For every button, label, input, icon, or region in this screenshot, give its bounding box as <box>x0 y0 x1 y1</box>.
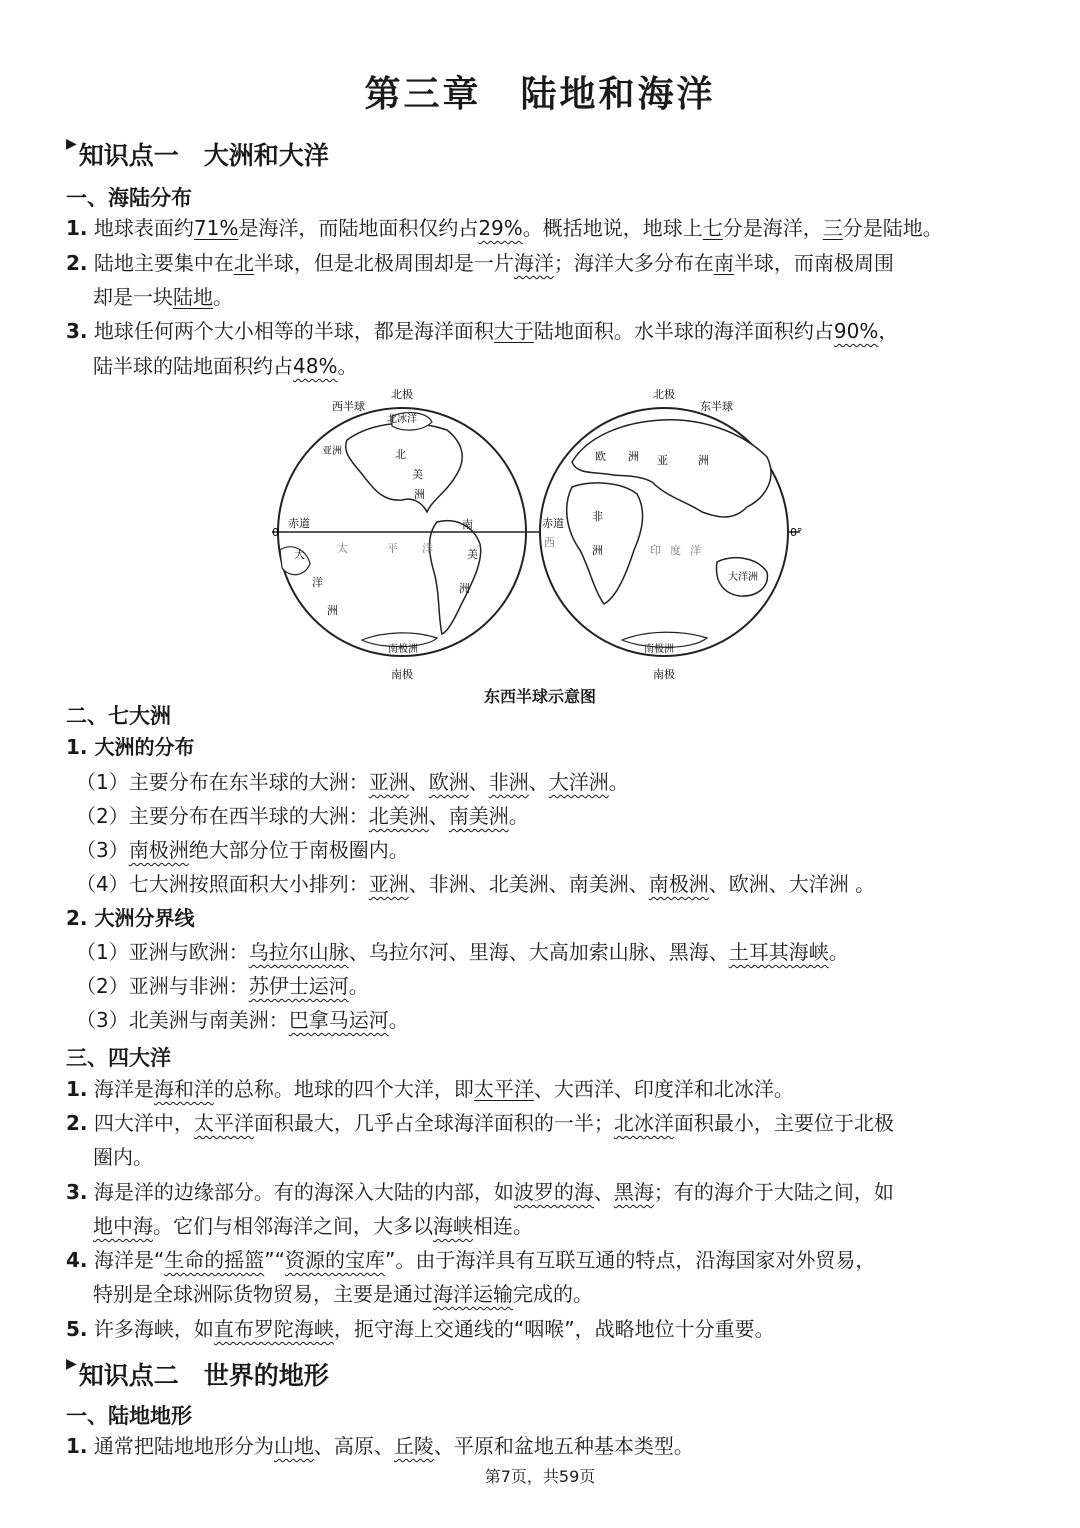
oceania-label-3-west: 洲 <box>327 604 338 617</box>
west-hemisphere-label: 西半球 <box>332 400 365 413</box>
page-number-footer: 第7页，共59页 <box>484 1467 596 1486</box>
section-heading-oceans: 三、四大洋 <box>66 1046 171 1070</box>
indian-ocean-label-1: 印 <box>650 544 661 557</box>
antarctica-label-west: 南极洲 <box>388 644 418 655</box>
paragraph-3-4-cont: 特别是全球洲际货物贸易，主要是通过海洋运输完成的。 <box>93 1282 593 1306</box>
paragraph-4-1: 1. 通常把陆地地形分为山地、高原、丘陵、平原和盆地五种基本类型。 <box>66 1434 694 1458</box>
page-title: 第三章 陆地和海洋 <box>364 74 716 115</box>
paragraph-2-1-1: （1）主要分布在东半球的大洲：亚洲、欧洲、非洲、大洋洲。 <box>76 770 629 794</box>
africa-label-1: 非 <box>592 510 603 523</box>
south-america-label-2: 美 <box>467 548 478 561</box>
paragraph-3-3-cont: 地中海。它们与相邻海洋之间，大多以海峡相连。 <box>93 1214 533 1238</box>
antarctica-label-east: 南极洲 <box>644 644 674 655</box>
paragraph-2-2-2: （2）亚洲与非洲：苏伊士运河。 <box>76 974 369 998</box>
north-america-label-1: 北 <box>395 448 406 461</box>
paragraph-3-4: 4. 海洋是“生命的摇篮”“资源的宝库”。由于海洋具有互联互通的特点，沿海国家对外贸易， <box>66 1248 876 1272</box>
longitude-zero-right: 0° <box>790 526 803 539</box>
triangle-icon: ▶ <box>66 1356 77 1372</box>
equator-label-west: 赤道 <box>288 517 310 530</box>
longitude-zero-left: 0 <box>272 526 279 539</box>
indian-ocean-label-2: 度 <box>670 544 681 557</box>
paragraph-3-5: 5. 许多海峡，如直布罗陀海峡，扼守海上交通线的“咽喉”，战略地位十分重要。 <box>66 1317 775 1341</box>
paragraph-2-2-1: （1）亚洲与欧洲：乌拉尔山脉、乌拉尔河、里海、大高加索山脉、黑海、土耳其海峡。 <box>76 940 849 964</box>
asia-label-1: 亚 <box>657 454 668 467</box>
paragraph-1-2: 2. 陆地主要集中在北半球，但是北极周围却是一片海洋；海洋大多分布在南半球，而南极周围 <box>66 251 894 275</box>
paragraph-1-2-cont: 却是一块陆地。 <box>93 285 233 309</box>
section-heading-land-landforms: 一、陆地地形 <box>66 1404 192 1428</box>
atlantic-label: 西 <box>544 536 555 549</box>
south-america-label-3: 洲 <box>459 582 470 595</box>
knowledge-point-1-heading: ▶知识点一 大洲和大洋 <box>66 136 329 170</box>
oceania-label-1-west: 大 <box>294 548 305 561</box>
knowledge-point-2-heading: ▶知识点二 世界的地形 <box>66 1356 329 1390</box>
south-pole-label-east: 南极 <box>653 668 675 681</box>
paragraph-2-1-4: （4）七大洲按照面积大小排列：亚洲、非洲、北美洲、南美洲、南极洲、欧洲、大洋洲 。 <box>76 872 876 896</box>
hemisphere-map <box>262 382 810 682</box>
pacific-label-3: 洋 <box>422 542 433 555</box>
map-caption: 东西半球示意图 <box>483 687 596 706</box>
paragraph-2-1-3: （3）南极洲绝大部分位于南极圈内。 <box>76 838 409 862</box>
subheading-continent-distribution: 1. 大洲的分布 <box>66 735 195 759</box>
north-pole-label-east: 北极 <box>653 388 675 401</box>
europe-label-1: 欧 <box>595 450 606 463</box>
paragraph-3-3: 3. 海是洋的边缘部分。有的海深入大陆的内部，如波罗的海、黑海；有的海介于大陆之间，如 <box>66 1180 894 1204</box>
south-america-label-1: 南 <box>462 518 473 531</box>
europe-label-2: 洲 <box>628 450 639 463</box>
north-america-label-2: 美 <box>412 468 423 481</box>
africa-label-2: 洲 <box>592 544 603 557</box>
indian-ocean-label-3: 洋 <box>690 544 701 557</box>
equator-label-east: 赤道 <box>542 517 564 530</box>
pacific-label-2: 平 <box>387 542 398 555</box>
paragraph-2-1-2: （2）主要分布在西半球的大洲：北美洲、南美洲。 <box>76 804 529 828</box>
paragraph-2-2-3: （3）北美洲与南美洲：巴拿马运河。 <box>76 1008 409 1032</box>
oceania-label-2-west: 洋 <box>312 576 323 589</box>
paragraph-1-3: 3. 地球任何两个大小相等的半球，都是海洋面积大于陆地面积。水半球的海洋面积约占90%， <box>66 319 899 343</box>
asia-label-west: 亚洲 <box>322 446 342 457</box>
north-america-label-3: 洲 <box>414 488 425 501</box>
pacific-label-1: 太 <box>337 542 348 555</box>
arctic-ocean-label-west: 北冰洋 <box>387 414 417 425</box>
east-hemisphere-label: 东半球 <box>700 400 733 413</box>
paragraph-3-1: 1. 海洋是海和洋的总称。地球的四个大洋，即太平洋、大西洋、印度洋和北冰洋。 <box>66 1077 794 1101</box>
oceania-label-east: 大洋洲 <box>728 572 758 583</box>
section-heading-continents: 二、七大洲 <box>66 704 171 728</box>
paragraph-3-2: 2. 四大洋中，太平洋面积最大，几乎占全球海洋面积的一半；北冰洋面积最小，主要位于北极 <box>66 1111 894 1135</box>
subheading-continent-boundaries: 2. 大洲分界线 <box>66 906 195 930</box>
section-heading-land-sea: 一、海陆分布 <box>66 186 192 210</box>
paragraph-1-1: 1. 地球表面约71%是海洋，而陆地面积仅约占29%。概括地说，地球上七分是海洋，三分是陆地。 <box>66 216 943 240</box>
paragraph-1-3-cont: 陆半球的陆地面积约占48%。 <box>93 354 358 378</box>
south-pole-label-west: 南极 <box>391 668 413 681</box>
paragraph-3-2-cont: 圈内。 <box>93 1145 153 1169</box>
asia-label-2: 洲 <box>698 454 709 467</box>
triangle-icon: ▶ <box>66 136 77 152</box>
north-pole-label-west: 北极 <box>391 388 413 401</box>
